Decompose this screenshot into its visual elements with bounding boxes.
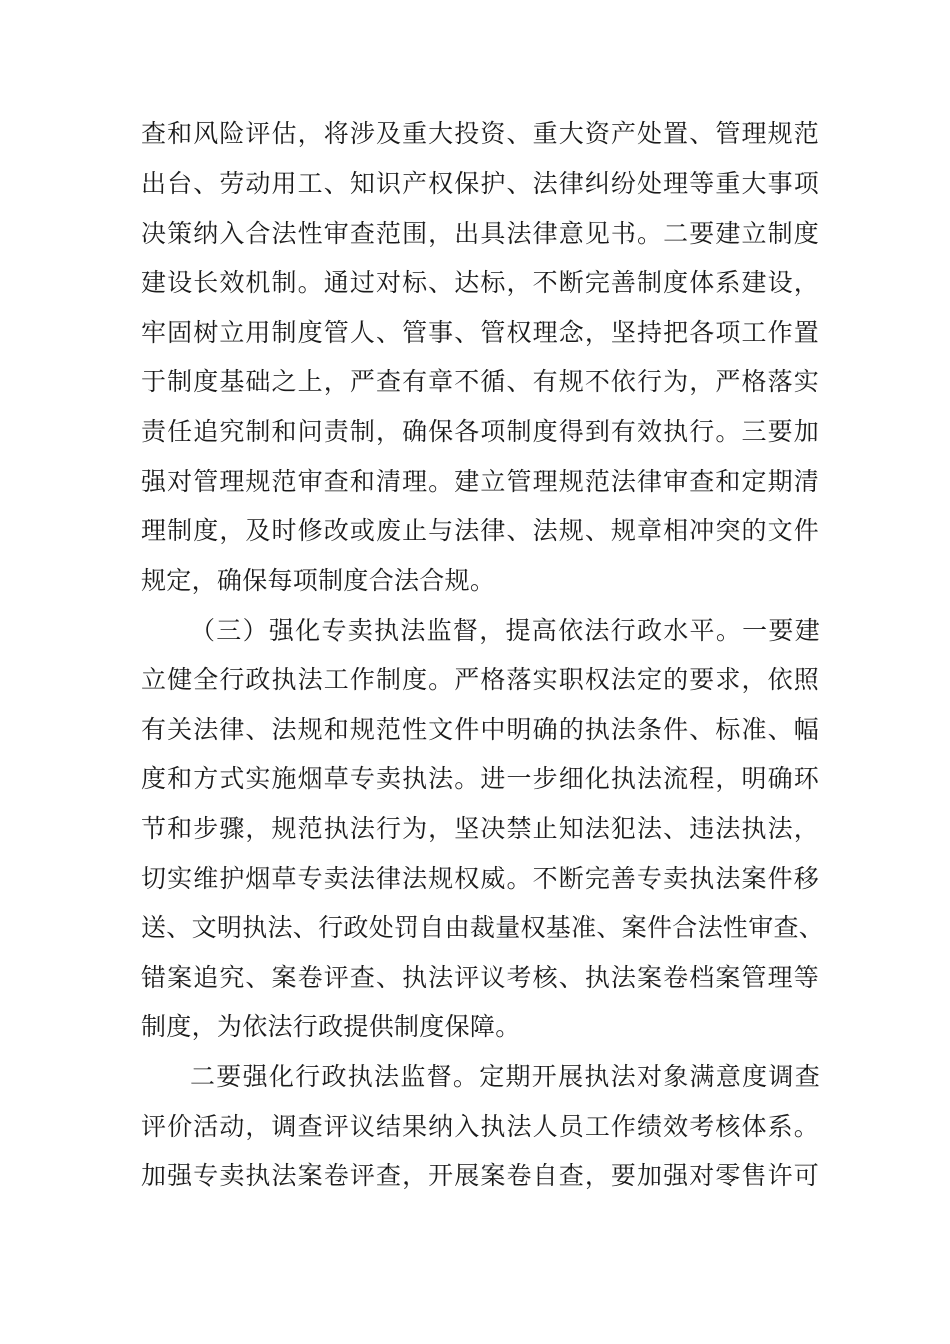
paragraph-line: 加强专卖执法案卷评查，开展案卷自查，要加强对零售许可 bbox=[141, 1161, 819, 1190]
paragraph-line: 责任追究制和问责制，确保各项制度得到有效执行。三要加 bbox=[141, 417, 819, 446]
paragraph-line: 规定，确保每项制度合法合规。 bbox=[141, 566, 496, 595]
paragraph-line: 错案追究、案卷评查、执法评议考核、执法案卷档案管理等 bbox=[141, 963, 819, 992]
paragraph-line: 牢固树立用制度管人、管事、管权理念，坚持把各项工作置 bbox=[141, 318, 819, 347]
paragraph-line: 节和步骤，规范执法行为，坚决禁止知法犯法、违法执法， bbox=[141, 814, 819, 843]
paragraph-line: 评价活动，调查评议结果纳入执法人员工作绩效考核体系。 bbox=[141, 1112, 819, 1141]
paragraph-line: 建设长效机制。通过对标、达标，不断完善制度体系建设， bbox=[141, 268, 819, 297]
paragraph-line: 有关法律、法规和规范性文件中明确的执法条件、标准、幅 bbox=[141, 715, 819, 744]
section-heading-line: （三）强化专卖执法监督，提高依法行政水平。一要建 bbox=[190, 616, 820, 645]
paragraph-line: 送、文明执法、行政处罚自由裁量权基准、案件合法性审查、 bbox=[141, 913, 825, 942]
paragraph-line: 决策纳入合法性审查范围，出具法律意见书。二要建立制度 bbox=[141, 219, 819, 248]
paragraph-line: 二要强化行政执法监督。定期开展执法对象满意度调查 bbox=[190, 1062, 820, 1091]
paragraph-line: 于制度基础之上，严查有章不循、有规不依行为，严格落实 bbox=[141, 367, 819, 396]
paragraph-line: 强对管理规范审查和清理。建立管理规范法律审查和定期清 bbox=[141, 467, 819, 496]
paragraph-line: 出台、劳动用工、知识产权保护、法律纠纷处理等重大事项 bbox=[141, 169, 819, 198]
paragraph-line: 理制度，及时修改或废止与法律、法规、规章相冲突的文件 bbox=[141, 516, 819, 545]
paragraph-line: 立健全行政执法工作制度。严格落实职权法定的要求，依照 bbox=[141, 665, 819, 694]
paragraph-line: 度和方式实施烟草专卖执法。进一步细化执法流程，明确环 bbox=[141, 764, 819, 793]
paragraph-line: 制度，为依法行政提供制度保障。 bbox=[141, 1012, 521, 1041]
paragraph-line: 查和风险评估，将涉及重大投资、重大资产处置、管理规范 bbox=[141, 119, 819, 148]
paragraph-line: 切实维护烟草专卖法律法规权威。不断完善专卖执法案件移 bbox=[141, 864, 819, 893]
